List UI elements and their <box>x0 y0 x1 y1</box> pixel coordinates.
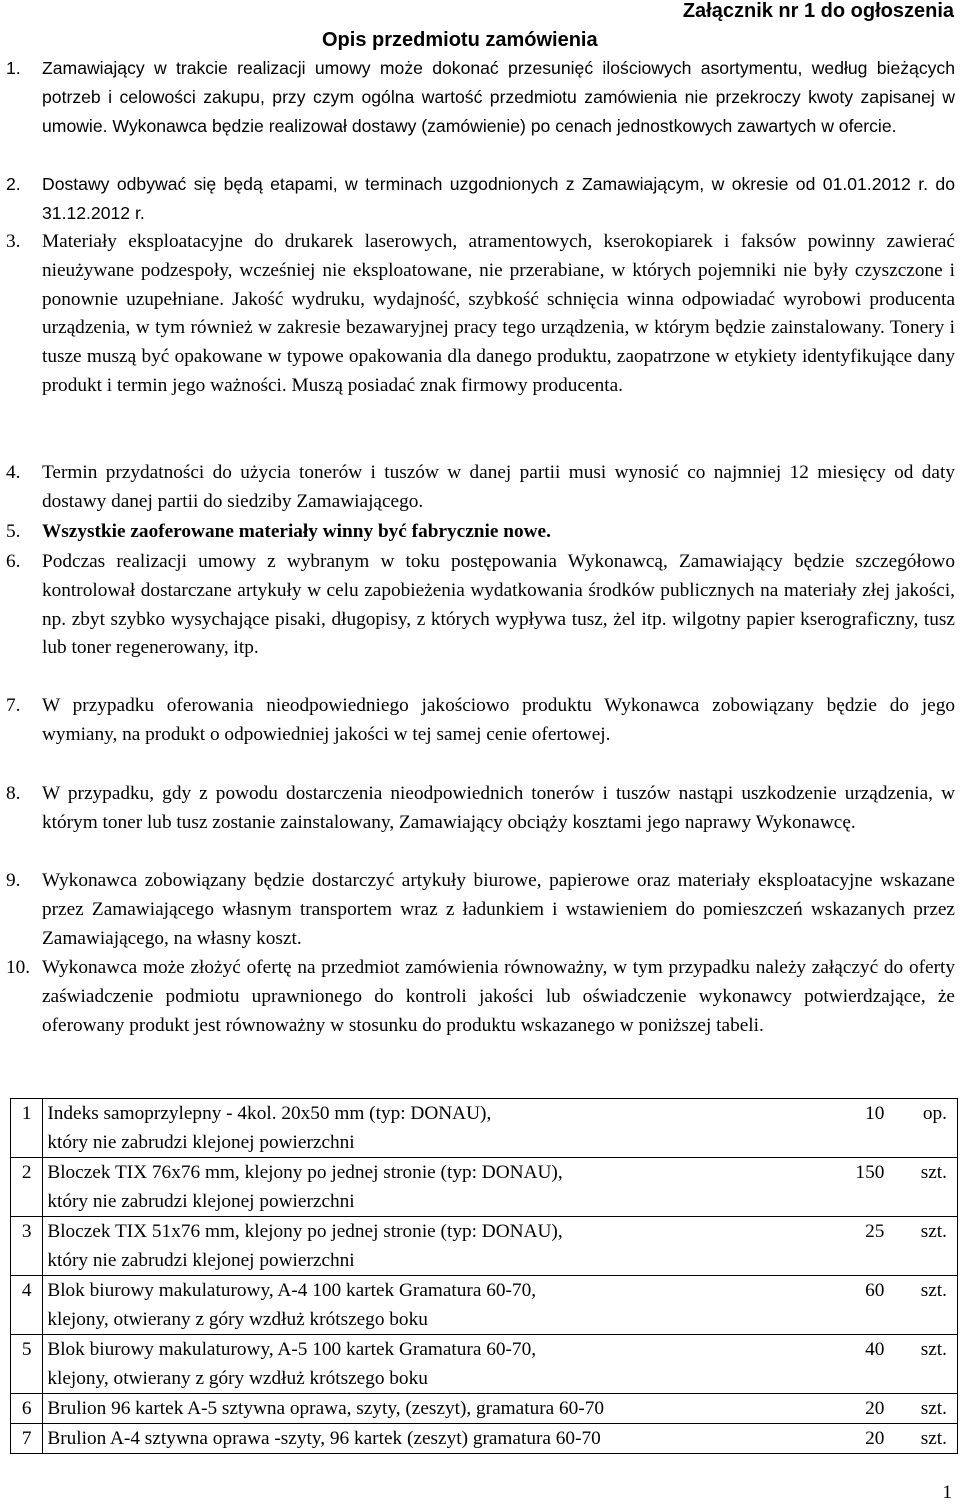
product-description-line: Indeks samoprzylepny - 4kol. 20x50 mm (typ: DONAU), <box>47 1103 492 1124</box>
product-description-line: Bloczek TIX 76x76 mm, klejony po jednej stronie (typ: DONAU), <box>47 1162 563 1183</box>
list-item-number: 7. <box>6 695 21 716</box>
list-item-number: 8. <box>6 783 21 804</box>
table-row <box>11 1099 958 1158</box>
table-row <box>11 1276 958 1335</box>
product-description-line: Blok biurowy makulaturowy, A-4 100 kartek Gramatura 60-70, <box>47 1280 537 1301</box>
list-item-text: Wykonawca zobowiązany będzie dostarczyć artykuły biurowe, papierowe oraz materiały eksploatacyjne wskazane przez Zamawiającego własnym transportem wraz z ładunkiem i wstawieniem do pomieszczeń wskazanych przez Zamawiającego, na własny koszt. <box>42 870 955 949</box>
product-quantity: 25 <box>799 1217 898 1276</box>
product-description <box>43 1394 799 1424</box>
product-number: 5 <box>11 1335 43 1394</box>
product-description <box>43 1424 799 1454</box>
list-item-number: 10. <box>6 957 31 978</box>
product-description-line: który nie zabrudzi klejonej powierzchni <box>47 1132 355 1153</box>
list-item-text: Termin przydatności do użycia tonerów i tuszów w danej partii musi wynosić co najmniej 12 miesięcy od daty dostawy danej partii do siedziby Zamawiającego. <box>42 462 955 512</box>
product-quantity: 150 <box>799 1158 898 1217</box>
product-description-line: Bloczek TIX 51x76 mm, klejony po jednej stronie (typ: DONAU), <box>47 1221 563 1242</box>
table-row <box>11 1335 958 1394</box>
list-item-number: 1. <box>6 58 21 78</box>
product-description <box>43 1158 799 1217</box>
product-description <box>43 1335 799 1394</box>
list-item-text: Zamawiający w trakcie realizacji umowy może dokonać przesunięć ilościowych asortymentu, według bieżących potrzeb i celowości zakupu, przy czym ogólna wartość przedmiotu zamówienia nie przekroczy kwoty zapisanej w umowie. Wykonawca będzie realizował dostawy (zamówienie) po cenach jednostkowych zawartych w ofercie. <box>42 58 955 136</box>
list-item-text: W przypadku, gdy z powodu dostarczenia nieodpowiednich tonerów i tuszów nastąpi uszkodzenie urządzenia, w którym toner lub tusz zostanie zainstalowany, Zamawiający obciąży kosztami jego naprawy Wykonawcę. <box>42 783 955 833</box>
page-number: 1 <box>942 1482 952 1503</box>
table-row <box>11 1394 958 1424</box>
product-quantity: 20 <box>799 1424 898 1454</box>
table-row <box>11 1158 958 1217</box>
product-description <box>43 1276 799 1335</box>
table-row <box>11 1424 958 1454</box>
product-number: 7 <box>11 1424 43 1454</box>
list-item-text: Wykonawca może złożyć ofertę na przedmiot zamówienia równoważny, w tym przypadku należy załączyć do oferty zaświadczenie podmiotu uprawnionego do kontroli jakości lub oświadczenie wykonawcy potwierdzające, że oferowany produkt jest równoważny w stosunku do produktu wskazanego w poniższej tabeli. <box>42 957 955 1036</box>
product-description <box>43 1217 799 1276</box>
list-item-number: 6. <box>6 551 21 572</box>
list-item-number: 5. <box>6 521 21 542</box>
list-item-number: 2. <box>6 174 21 194</box>
page-title: Opis przedmiotu zamówienia <box>322 29 598 51</box>
list-item-text: Materiały eksploatacyjne do drukarek laserowych, atramentowych, kserokopiarek i faksów powinny zawierać nieużywane podzespoły, wcześniej nie eksploatowane, nie przerabiane, w których pojemniki nie były czyszczone i ponownie uzupełniane. Jakość wydruku, wydajność, szybkość schnięcia winna odpowiadać wyrobowi producenta urządzenia, w tym również w zakresie bezawaryjnej pracy tego urządzenia, w którym będzie zainstalowany. Tonery i tusze muszą być opakowane w typowe opakowania dla danego produktu, zaopatrzone w etykiety identyfikujące dany produkt i termin jego ważności. Muszą posiadać znak firmowy producenta. <box>42 231 955 396</box>
product-unit: szt. <box>898 1217 957 1276</box>
product-description-line: Brulion A-4 sztywna oprawa -szyty, 96 kartek (zeszyt) gramatura 60-70 <box>47 1428 601 1449</box>
product-number: 6 <box>11 1394 43 1424</box>
table-row <box>11 1217 958 1276</box>
product-unit: szt. <box>898 1276 957 1335</box>
product-quantity: 10 <box>799 1099 898 1158</box>
product-number: 2 <box>11 1158 43 1217</box>
product-quantity: 40 <box>799 1335 898 1394</box>
annex-label: Załącznik nr 1 do ogłoszenia <box>682 0 954 22</box>
product-quantity: 20 <box>799 1394 898 1424</box>
list-item-text: W przypadku oferowania nieodpowiedniego jakościowo produktu Wykonawca zobowiązany będzie do jego wymiany, na produkt o odpowiedniej jakości w tej samej cenie ofertowej. <box>42 695 955 745</box>
product-description-line: który nie zabrudzi klejonej powierzchni <box>47 1191 355 1212</box>
product-description <box>43 1099 799 1158</box>
product-description-line: Blok biurowy makulaturowy, A-5 100 kartek Gramatura 60-70, <box>47 1339 537 1360</box>
products-table <box>10 1098 958 1454</box>
product-description-line: który nie zabrudzi klejonej powierzchni <box>47 1250 355 1271</box>
product-description-line: klejony, otwierany z góry wzdłuż krótszego boku <box>47 1309 428 1330</box>
list-item-number: 3. <box>6 231 21 252</box>
product-unit: szt. <box>898 1158 957 1217</box>
product-number: 3 <box>11 1217 43 1276</box>
list-item-text: Wszystkie zaoferowane materiały winny być fabrycznie nowe. <box>42 521 551 542</box>
product-quantity: 60 <box>799 1276 898 1335</box>
product-unit: op. <box>898 1099 957 1158</box>
product-description-line: klejony, otwierany z góry wzdłuż krótszego boku <box>47 1368 428 1389</box>
product-unit: szt. <box>898 1335 957 1394</box>
product-description-line: Brulion 96 kartek A-5 sztywna oprawa, szyty, (zeszyt), gramatura 60-70 <box>47 1398 604 1419</box>
list-item-text: Podczas realizacji umowy z wybranym w toku postępowania Wykonawcą, Zamawiający będzie szczegółowo kontrolował dostarczane artykuły w celu zapobieżenia wydatkowania środków publicznych na materiały złej jakości, np. zbyt szybko wysychające pisaki, długopisy, z których wypływa tusz, żel itp. wilgotny papier kserograficzny, tusz lub toner regenerowany, itp. <box>42 551 955 659</box>
product-number: 4 <box>11 1276 43 1335</box>
product-unit: szt. <box>898 1424 957 1454</box>
list-item-number: 4. <box>6 462 21 483</box>
list-item-number: 9. <box>6 870 21 891</box>
product-unit: szt. <box>898 1394 957 1424</box>
product-number: 1 <box>11 1099 43 1158</box>
list-item-text: Dostawy odbywać się będą etapami, w terminach uzgodnionych z Zamawiającym, w okresie od 01.01.2012 r. do 31.12.2012 r. <box>42 174 955 223</box>
